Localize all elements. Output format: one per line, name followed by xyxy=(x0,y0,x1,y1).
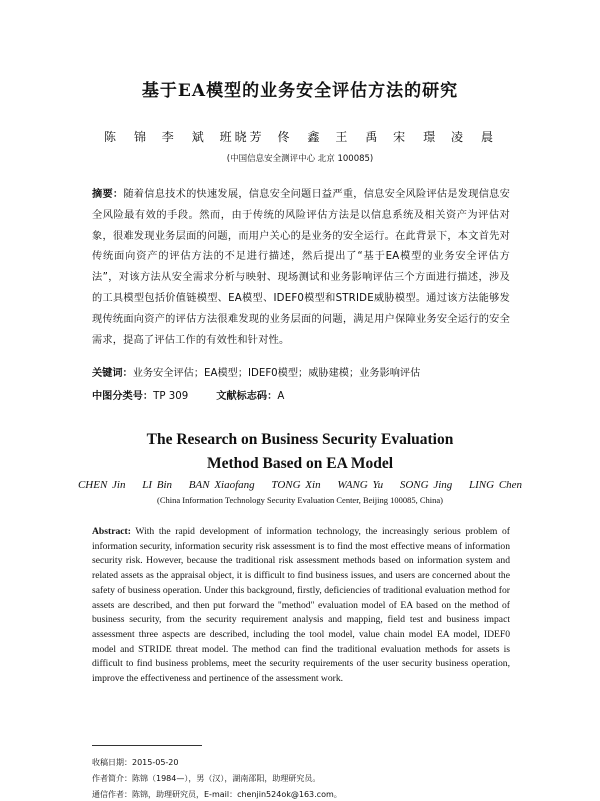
en-author: LING Chen xyxy=(469,479,523,491)
cn-author: 李 斌 xyxy=(161,130,207,144)
en-author: TONG Xin xyxy=(271,479,321,491)
document-code-label: 文献标志码： xyxy=(216,391,278,402)
cn-author: 凌 晨 xyxy=(451,130,497,144)
chinese-abstract-text: 随着信息技术的快速发展，信息安全问题日益严重，信息安全风险评估是发现信息安全风险最有效的手段。然而，由于传统的风险评估方法是以信息系统及相关资产为评估对象，很难发现业务层面的问题，而用户关心的是业务的安全运行。在此背景下，本文首先对传统面向资产的评估方法的不足进行描述，然后提出了“基于EA模型的业务安全评估方法”，对该方法从安全需求分析与映射、现场测试和业务影响评估三个方面进行描述，涉及的工具模型包括价值链模型、EA模型、IDEF0模型和STRIDE威胁模型。通过该方法能够发现传统面向资产的评估方法很难发现的业务层面的问题，满足用户保障业务安全运行的安全需求，提高了评估工作的有效性和针对性。 xyxy=(92,189,510,346)
chinese-abstract xyxy=(92,185,510,351)
footnote-author-bio: 作者简介：陈锦（1984—），男（汉），湖南邵阳，助理研究员。 xyxy=(92,774,321,783)
document-code-value: A xyxy=(277,391,285,402)
footnote-received: 收稿日期：2015-05-20 xyxy=(92,758,179,767)
en-author: WANG Yu xyxy=(337,479,384,491)
english-title-line-2: Method Based on EA Model xyxy=(206,455,393,472)
chinese-keywords xyxy=(92,364,522,379)
en-author: SONG Jing xyxy=(399,479,453,491)
cn-author: 王 禹 xyxy=(335,130,381,144)
footnote-correspondence: 通信作者：陈锦，助理研究员，E-mail：chenjin524ok@163.com。 xyxy=(92,790,342,799)
cn-author: 宋 璟 xyxy=(393,130,439,144)
english-authors xyxy=(0,479,600,491)
cn-author: 佟 鑫 xyxy=(277,130,323,144)
english-title xyxy=(0,428,600,476)
chinese-abstract-label: 摘要： xyxy=(92,189,124,200)
cn-author: 班晓芳 xyxy=(219,130,265,144)
chinese-title: 基于EA模型的业务安全评估方法的研究 xyxy=(141,81,459,101)
en-author: CHEN Jin xyxy=(77,479,126,491)
en-author: LI Bin xyxy=(142,479,173,491)
english-abstract xyxy=(92,525,510,687)
class-number-value: TP 309 xyxy=(153,391,189,402)
footnote-divider xyxy=(92,745,202,746)
english-affiliation: (China Information Technology Security Evaluation Center, Beijing 100085, China) xyxy=(157,495,443,505)
keywords-label: 关键词： xyxy=(92,368,133,379)
english-abstract-text: With the rapid development of information technology, the increasingly serious problem of information security, information security risk assessment is to find the most effective means of information security risk. However, because the traditional risk assessment methods based on information system and related assets as the appraisal object, it is difficult to find business issues, and users are concerned about the safety of business operation. Under this background, firstly, deficiencies of traditional evaluation method for assets are described, and then put forward the "method" evaluation model of EA based on the method of business security, from the security requirement analysis and mapping, field test and business impact assessment three aspects are described, including the tool model, value chain model EA model, IDEF0 model and STRIDE threat model. The method can find the traditional evaluation methods for assets is difficult to find business problems, meet the security requirements of the user security business operation, improve the effectiveness and pertinence of the assessment work. xyxy=(92,526,510,685)
english-abstract-label: Abstract: xyxy=(92,526,131,537)
class-number-label: 中图分类号： xyxy=(92,391,154,402)
english-title-line-1: The Research on Business Security Evaluation xyxy=(146,431,454,448)
classification xyxy=(92,387,522,402)
chinese-affiliation: (中国信息安全测评中心 北京 100085) xyxy=(226,154,374,164)
keywords-text: 业务安全评估；EA模型；IDEF0模型；威胁建模；业务影响评估 xyxy=(132,368,421,379)
cn-author: 陈 锦 xyxy=(103,130,149,144)
en-author: BAN Xiaofang xyxy=(188,479,255,491)
chinese-authors xyxy=(0,128,600,145)
